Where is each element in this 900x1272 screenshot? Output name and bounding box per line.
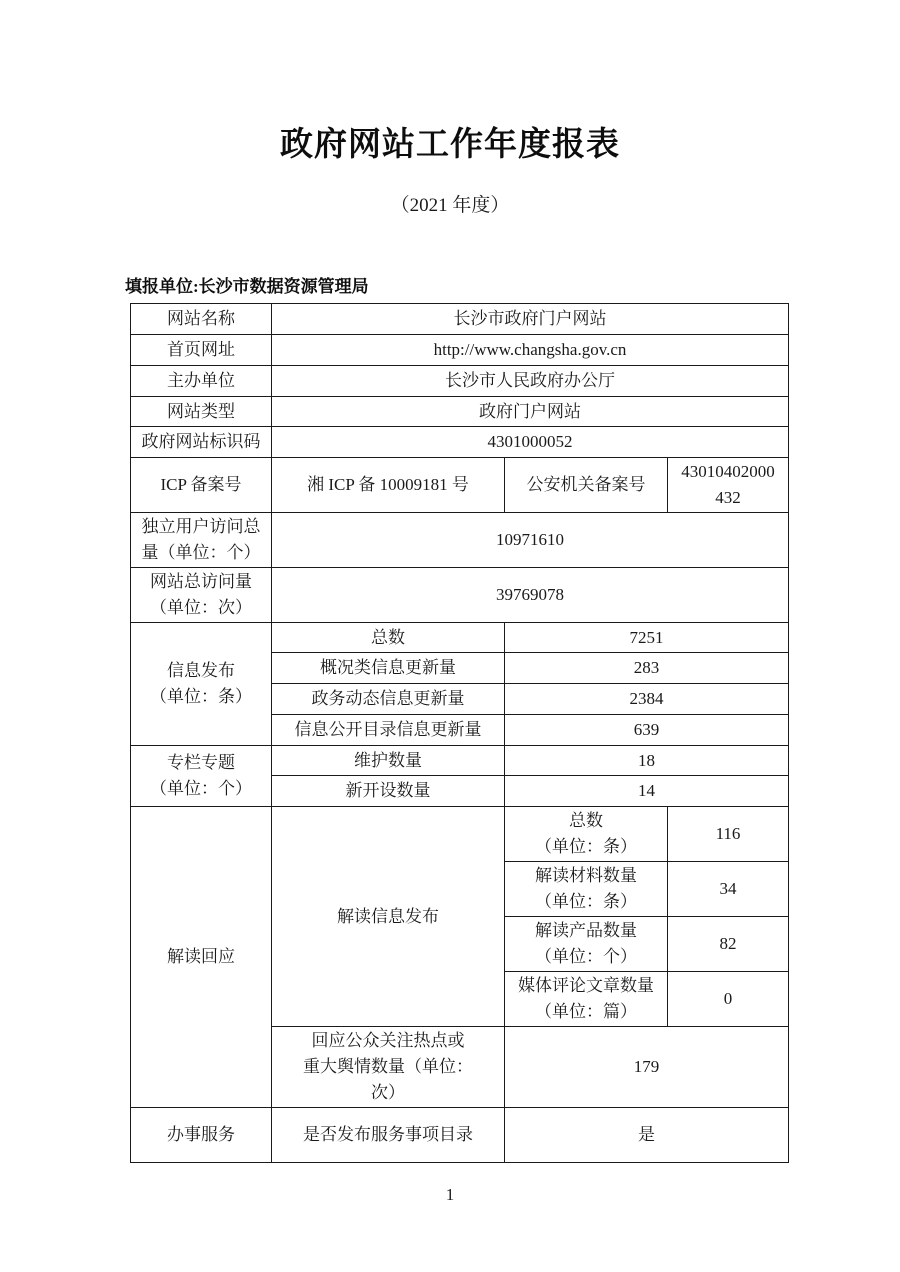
site-code-label-cell: 政府网站标识码 <box>131 427 272 458</box>
info-publish-item-label-cell: 概况类信息更新量 <box>272 653 505 684</box>
interpretation-item-value-cell: 116 <box>668 807 789 862</box>
total-visits-value-cell: 39769078 <box>272 568 789 623</box>
table-row <box>131 807 789 862</box>
organizer-label-cell: 主办单位 <box>131 366 272 397</box>
interpretation-publish-cell: 解读信息发布 <box>272 807 505 1027</box>
interpretation-item-label-line: （单位：篇） <box>535 1002 637 1021</box>
special-columns-item-value-cell: 14 <box>505 776 789 807</box>
info-publish-group-cell <box>131 623 272 746</box>
special-columns-item-label-cell: 新开设数量 <box>272 776 505 807</box>
police-value-line: 432 <box>715 488 741 507</box>
table-row <box>131 335 789 366</box>
info-publish-group-line: （单位：条） <box>150 687 252 706</box>
total-visits-label-line: 网站总访问量 <box>150 572 252 591</box>
police-value-line: 43010402000 <box>681 462 775 481</box>
home-url-label-cell: 首页网址 <box>131 335 272 366</box>
interpretation-item-label-cell <box>505 917 668 972</box>
page-title: 政府网站工作年度报表 <box>280 125 620 162</box>
table-row <box>131 623 789 653</box>
table-row <box>131 397 789 427</box>
special-columns-item-label-cell: 维护数量 <box>272 746 505 776</box>
hotspot-value-cell: 179 <box>505 1027 789 1108</box>
services-item-label-cell: 是否发布服务事项目录 <box>272 1108 505 1163</box>
services-group-cell: 办事服务 <box>131 1108 272 1163</box>
hotspot-label-line: 重大舆情数量（单位： <box>303 1057 473 1076</box>
total-visits-label-cell <box>131 568 272 623</box>
interpretation-item-value-cell: 0 <box>668 972 789 1027</box>
hotspot-label-line: 次） <box>371 1083 405 1102</box>
interpretation-item-label-line: （单位：条） <box>535 837 637 856</box>
info-publish-item-label-cell: 总数 <box>272 623 505 653</box>
special-columns-group-cell <box>131 746 272 807</box>
site-type-value-cell: 政府门户网站 <box>272 397 789 427</box>
hotspot-label-line: 回应公众关注热点或 <box>311 1031 465 1050</box>
interpretation-item-label-line: 总数 <box>569 811 603 830</box>
interpretation-item-label-line: （单位：条） <box>535 892 637 911</box>
site-name-value-cell: 长沙市政府门户网站 <box>272 304 789 335</box>
unique-visitors-label-line: 独立用户访问总 <box>141 517 261 536</box>
info-publish-item-value-cell: 283 <box>505 653 789 684</box>
interpretation-item-label-line: 媒体评论文章数量 <box>518 976 654 995</box>
special-columns-item-value-cell: 18 <box>505 746 789 776</box>
table-row <box>131 1108 789 1163</box>
interpretation-item-label-line: 解读产品数量 <box>535 921 637 940</box>
interpretation-item-label-line: 解读材料数量 <box>535 866 637 885</box>
info-publish-item-label-cell: 信息公开目录信息更新量 <box>272 715 505 746</box>
interpretation-item-value-cell: 82 <box>668 917 789 972</box>
table-row <box>131 427 789 458</box>
interpretation-group-cell: 解读回应 <box>131 807 272 1108</box>
total-visits-label-line: （单位：次） <box>150 598 252 617</box>
unique-visitors-label-cell <box>131 513 272 568</box>
page-subtitle: （2021 年度） <box>390 195 510 216</box>
page-number: 1 <box>445 1185 455 1204</box>
table-row <box>131 568 789 623</box>
info-publish-item-value-cell: 639 <box>505 715 789 746</box>
hotspot-label-cell <box>272 1027 505 1108</box>
icp-value-cell: 湘 ICP 备 10009181 号 <box>272 458 505 513</box>
site-code-value-cell: 4301000052 <box>272 427 789 458</box>
table-row <box>131 513 789 568</box>
table-row <box>131 366 789 397</box>
police-label-cell: 公安机关备案号 <box>505 458 668 513</box>
info-publish-item-value-cell: 7251 <box>505 623 789 653</box>
unique-visitors-value-cell: 10971610 <box>272 513 789 568</box>
site-type-label-cell: 网站类型 <box>131 397 272 427</box>
organizer-value-cell: 长沙市人民政府办公厅 <box>272 366 789 397</box>
site-name-label-cell: 网站名称 <box>131 304 272 335</box>
special-columns-group-line: （单位：个） <box>150 779 252 798</box>
info-publish-item-value-cell: 2384 <box>505 684 789 715</box>
interpretation-item-label-cell <box>505 972 668 1027</box>
table-row <box>131 746 789 776</box>
home-url-value-cell: http://www.changsha.gov.cn <box>272 335 789 366</box>
info-publish-group-line: 信息发布 <box>167 661 235 680</box>
filler-unit-label: 填报单位:长沙市数据资源管理局 <box>125 277 369 296</box>
icp-label-cell: ICP 备案号 <box>131 458 272 513</box>
interpretation-item-label-cell <box>505 862 668 917</box>
table-row <box>131 304 789 335</box>
interpretation-item-value-cell: 34 <box>668 862 789 917</box>
services-item-value-cell: 是 <box>505 1108 789 1163</box>
interpretation-item-label-line: （单位：个） <box>535 947 637 966</box>
table-row <box>131 458 789 513</box>
report-table <box>130 303 789 1163</box>
unique-visitors-label-line: 量（单位：个） <box>141 543 261 562</box>
info-publish-item-label-cell: 政务动态信息更新量 <box>272 684 505 715</box>
police-value-cell <box>668 458 789 513</box>
special-columns-group-line: 专栏专题 <box>167 753 235 772</box>
interpretation-item-label-cell <box>505 807 668 862</box>
